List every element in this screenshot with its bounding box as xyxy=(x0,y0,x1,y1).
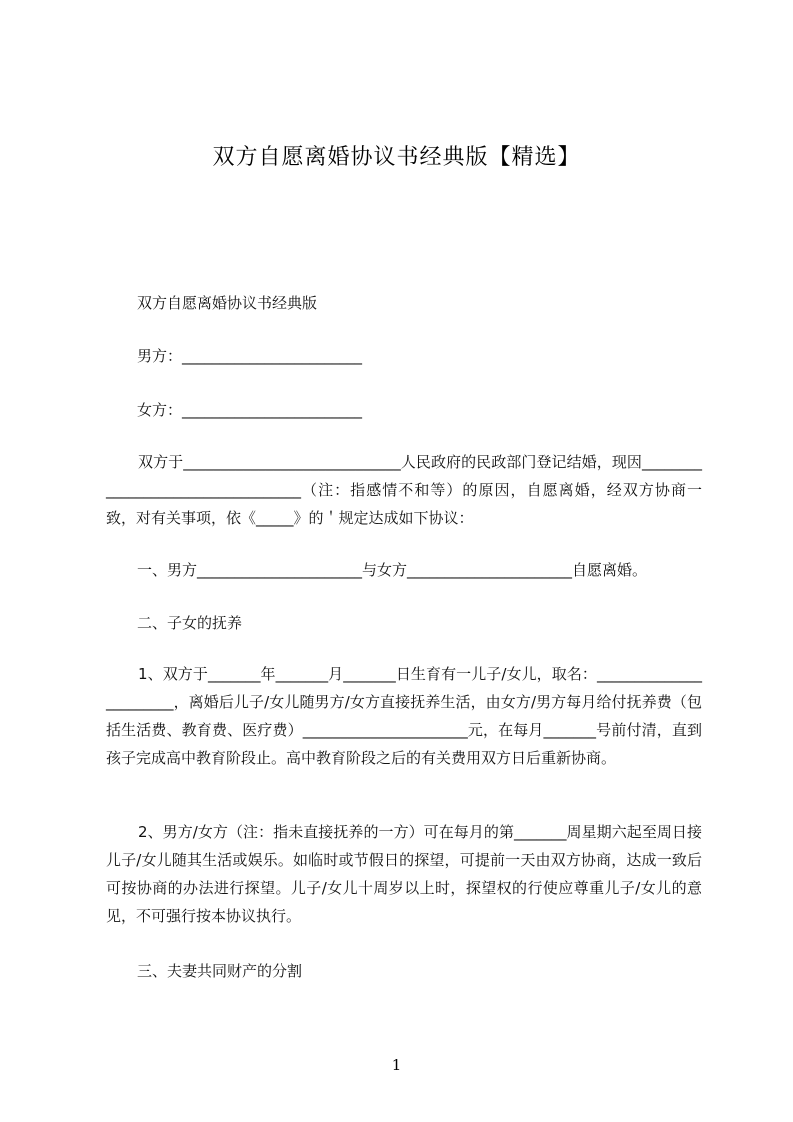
male-party-line: 男方：________________________ xyxy=(137,347,363,365)
female-party-line: 女方：________________________ xyxy=(137,401,363,419)
document-subtitle: 双方自愿离婚协议书经典版 xyxy=(137,294,318,312)
page-title: 双方自愿离婚协议书经典版【精选】 xyxy=(212,145,581,170)
clause-2-item-1: 1、双方于_______年_______月_______日生育有一儿子/女儿，取名：_______________________，离婚后儿子/女儿随男方/女方直接抚养生活，由女方/男方每月给付抚养费（包括生活费、教育费、医疗费）______________________元，在每月_______号前付清，直到孩子完成高中教育阶段止。高中教育阶段之后的有关费用双方日后重新协商。 xyxy=(106,665,702,767)
clause-2-item-2: 2、男方/女方（注：指未直接抚养的一方）可在每月的第_______周星期六起至周日接儿子/女儿随其生活或娱乐。如临时或节假日的探望，可提前一天由双方协商，达成一致后可按协商的办法进行探望。儿子/女儿十周岁以上时，探望权的行使应尊重儿子/女儿的意见，不可强行按本协议执行。 xyxy=(106,823,702,925)
intro-paragraph: 双方于_____________________________人民政府的民政部门登记结婚，现因__________________________________（注：指感情不和等）的原因，自愿离婚，经双方协商一致，对有关事项，依《_____》的＇规定达成如下协议： xyxy=(106,453,702,527)
clause-2-heading: 二、子女的抚养 xyxy=(137,614,243,632)
clause-1: 一、男方______________________与女方______________________自愿离婚。 xyxy=(137,561,648,579)
clause-3-heading: 三、夫妻共同财产的分割 xyxy=(137,962,303,980)
page-number: 1 xyxy=(391,1056,402,1074)
